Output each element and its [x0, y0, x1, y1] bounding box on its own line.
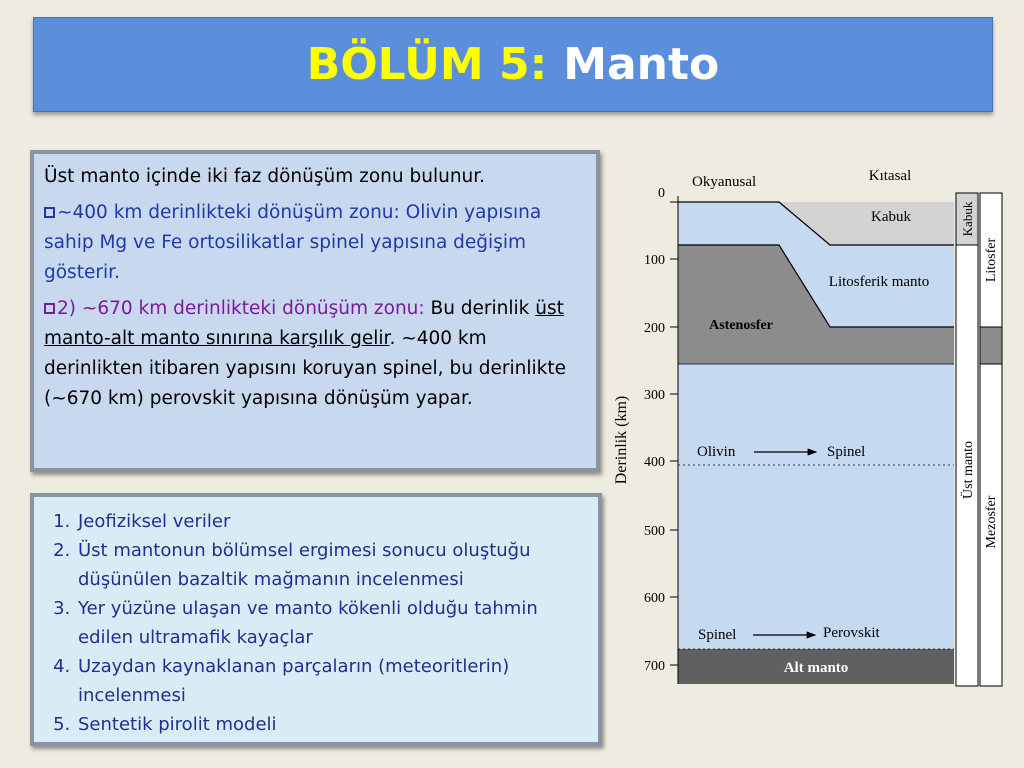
spinel-label-lower: Spinel	[698, 627, 737, 643]
tick-label-700: 700	[644, 659, 665, 674]
methods-box	[30, 493, 602, 746]
perovskite-label: Perovskit	[823, 625, 880, 641]
legend-lithosphere-label: Litosfer	[984, 237, 999, 283]
square-bullet-icon	[44, 303, 55, 314]
earth-layers-diagram	[608, 160, 1008, 700]
list-item: 5. Sentetik pirolit modeli	[76, 710, 586, 739]
continental-label: Kıtasal	[868, 168, 912, 184]
intro-text: Üst manto içinde iki faz dönüşüm zonu bulunur.	[44, 166, 486, 187]
legend-mesosphere-label: Mezosfer	[984, 495, 999, 549]
list-item: 1. Jeofiziksel veriler	[76, 507, 586, 536]
title-topic: Manto	[563, 39, 720, 90]
legend-asthenosphere-box	[980, 327, 1002, 364]
transition-670-text-b: . ~400 km derinlikten itibaren yapısını koruyan spinel, bu derinlikte (~670 km) perovskit yapısına dönüşüm yapar.	[44, 328, 567, 409]
transition-400-text: ~400 km derinlikteki dönüşüm zonu: Olivin yapısına sahip Mg ve Fe ortosilikatlar spinel yapısına değişim gösterir.	[44, 202, 542, 283]
phase-transition-box	[30, 150, 600, 472]
tick-label-200: 200	[644, 321, 665, 336]
legend-upper-mantle-label: Üst manto	[961, 441, 976, 499]
tick-label-400: 400	[644, 455, 665, 470]
legend-crust-label: Kabuk	[960, 201, 975, 237]
oceanic-label: Okyanusal	[692, 174, 757, 190]
tick-label-100: 100	[644, 253, 665, 268]
depth-axis-label: Derinlik (km)	[613, 395, 630, 485]
tick-label-600: 600	[644, 591, 665, 606]
transition-670-item	[44, 294, 586, 414]
square-bullet-icon	[44, 207, 55, 218]
transition-670-text-a: Bu derinlik	[424, 298, 536, 319]
title-chapter: BÖLÜM 5:	[306, 39, 548, 90]
transition-670-underlined: üst manto-alt manto sınırına karşılık gelir	[44, 298, 564, 349]
lower-mantle-label: Alt manto	[783, 660, 849, 676]
tick-label-0: 0	[658, 186, 665, 201]
spinel-label-upper: Spinel	[827, 444, 866, 460]
asthenosphere-label: Astenosfer	[709, 318, 773, 333]
tick-label-500: 500	[644, 524, 665, 539]
tick-label-300: 300	[644, 388, 665, 403]
transition-670-heading: 2) ~670 km derinlikteki dönüşüm zonu:	[57, 298, 425, 319]
left-legend-column	[956, 193, 978, 686]
lithospheric-mantle-label: Litosferik manto	[828, 274, 930, 290]
list-item: 2. Üst mantonun bölümsel ergimesi sonucu oluştuğu düşünülen bazaltik mağmanın incelenmesi	[76, 536, 586, 594]
list-item: 3. Yer yüzüne ulaşan ve manto kökenli olduğu tahmin edilen ultramafik kayaçlar	[76, 594, 586, 652]
list-item: 4. Uzaydan kaynaklanan parçaların (meteoritlerin) incelenmesi	[76, 652, 586, 710]
slide-title	[33, 17, 993, 112]
methods-list	[46, 507, 586, 739]
olivine-label: Olivin	[697, 444, 736, 460]
transition-400-item	[44, 198, 586, 288]
crust-label: Kabuk	[871, 209, 911, 225]
